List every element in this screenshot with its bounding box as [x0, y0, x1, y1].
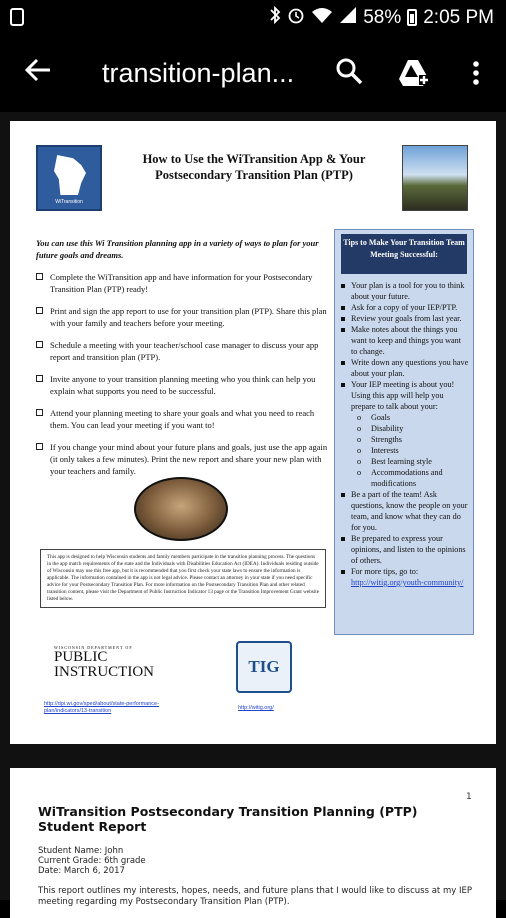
search-icon[interactable] [334, 56, 364, 90]
youth-community-link[interactable]: http://witig.org/youth-community/ [351, 578, 464, 587]
tip-subitem: o Strengths [357, 435, 402, 444]
checklist-item: Attend your planning meeting to share your goals and what you need to reach them. You can lead your meeting if you want to! [36, 407, 328, 431]
checklist-item: If you change your mind about your future plans and goals, just use the app again (it only takes a few minutes). Print the new report and share your new plan with your teachers and family. [36, 441, 328, 477]
google-drive-add-icon[interactable] [398, 58, 430, 90]
tip-subitem: o Disability [357, 424, 404, 433]
tip-item: Be prepared to express your opinions, and listen to the opinions of others. [341, 533, 469, 566]
page-number: 1 [466, 792, 472, 802]
dpi-link[interactable]: http://dpi.wi.gov/sped/about/state-performance-plan/indicators/13-transition [44, 701, 159, 714]
signal-icon [339, 6, 357, 29]
app-bar [0, 36, 506, 112]
checkbox-icon [36, 341, 43, 348]
tips-sidebar [334, 229, 474, 635]
disclaimer-box: This app is designed to help Wisconsin students and family members participate in the transition planning process. The questions in the app match requirements of the state and the Individuals with Disabilities Education Act (IDEA). Individuals residing outside of Wisconsin may use this free app, but it is recommended that you first check your state laws to ensure the information is applicable. The information contained in the app is not legal advice. Please contact an attorney in your state if you need specific advice for your Postsecondary Transition Plan. For more information on the Postsecondary Transition Plan and other related transition content, please visit the Department of Public Instruction Indicator 13 page or the Transition Improvement Grant website listed below. [40, 549, 326, 608]
battery-icon [407, 9, 417, 26]
checklist-item: Print and sign the app report to use for your transition plan (PTP). Share this plan with your family and teachers before your meeting. [36, 305, 328, 329]
student-name: Student Name: John [38, 846, 124, 856]
dpi-logo: WISCONSIN DEPARTMENT OF PUBLIC INSTRUCTION [54, 645, 154, 680]
graduation-photo [402, 145, 468, 211]
checkbox-icon [36, 375, 43, 382]
checkbox-icon [36, 307, 43, 314]
bluetooth-icon [269, 6, 281, 29]
intro-text: You can use this Wi Transition planning app in a variety of ways to plan for your future goals and dreams. [36, 238, 319, 260]
battery-percent: 58% [363, 6, 402, 28]
status-right [269, 6, 494, 29]
tip-item: For more tips, go to: http://witig.org/youth-community/ [341, 566, 469, 588]
status-bar [0, 0, 506, 36]
pdf-page-1 [10, 121, 496, 744]
witransition-logo: WiTransition [36, 145, 102, 211]
tig-link[interactable]: http://witig.org/ [238, 705, 274, 711]
pdf-page-2 [10, 768, 496, 918]
report-title: WiTransition Postsecondary Transition Planning (PTP) Student Report [38, 804, 418, 834]
checklist [36, 271, 328, 487]
checkbox-icon [36, 409, 43, 416]
tip-item: Review your goals from last year. [341, 313, 469, 324]
tip-subitem: o Accommodations and modifications [357, 468, 443, 488]
tig-logo: TIG [236, 641, 292, 693]
tips-heading: Tips to Make Your Transition Team Meeting Successful: [341, 234, 467, 274]
checkbox-icon [36, 273, 43, 280]
clock: 2:05 PM [423, 6, 494, 28]
tip-item: Be a part of the team! Ask questions, know the people on your team, and know what they can do for you. [341, 489, 469, 533]
wifi-icon [311, 6, 333, 29]
report-meta [38, 846, 338, 876]
checklist-item: Invite anyone to your transition planning meeting who you think can help you explain what supports you need to be successful. [36, 373, 328, 397]
alarm-icon [287, 6, 305, 29]
tip-subitem: o Best learning style [357, 457, 432, 466]
tip-subitem: o Interests [357, 446, 399, 455]
page-title: How to Use the WiTransition App & Your Postsecondary Transition Plan (PTP) [142, 152, 366, 182]
tips-list [341, 280, 469, 588]
tip-item: Your IEP meeting is about you! Using this app will help you prepare to talk about your: o Goals o Disability o Strengths o Interests o Best learning style o Accommodations and modifications [341, 379, 469, 489]
report-date: Date: March 6, 2017 [38, 866, 125, 876]
checklist-item: Schedule a meeting with your teacher/school case manager to discuss your app report and transition plan (PTP). [36, 339, 328, 363]
checkbox-icon [36, 443, 43, 450]
tip-subitem: o Goals [357, 413, 391, 422]
tip-item: Your plan is a tool for you to think about your future. [341, 280, 469, 302]
tip-item: Ask for a copy of your IEP/PTP. [341, 302, 469, 313]
tip-item: Write down any questions you have about your plan. [341, 357, 469, 379]
report-body: This report outlines my interests, hopes, needs, and future plans that I would like to discuss at my IEP meeting regarding my Postsecondary Transition Plan (PTP). [38, 886, 472, 907]
checklist-item: Complete the WiTransition app and have information for your Postsecondary Transition Plan (PTP) ready! [36, 271, 328, 295]
tip-sublist [351, 412, 469, 489]
tip-item: Make notes about the things you want to keep and things you want to change. [341, 324, 469, 357]
current-grade: Current Grade: 6th grade [38, 856, 146, 866]
notification-icon [10, 8, 24, 26]
meeting-photo [134, 477, 228, 541]
document-title: transition-plan... [102, 58, 295, 88]
more-vert-icon[interactable] [466, 58, 486, 90]
pdf-viewer[interactable] [0, 112, 506, 907]
back-arrow-icon[interactable] [24, 56, 52, 92]
